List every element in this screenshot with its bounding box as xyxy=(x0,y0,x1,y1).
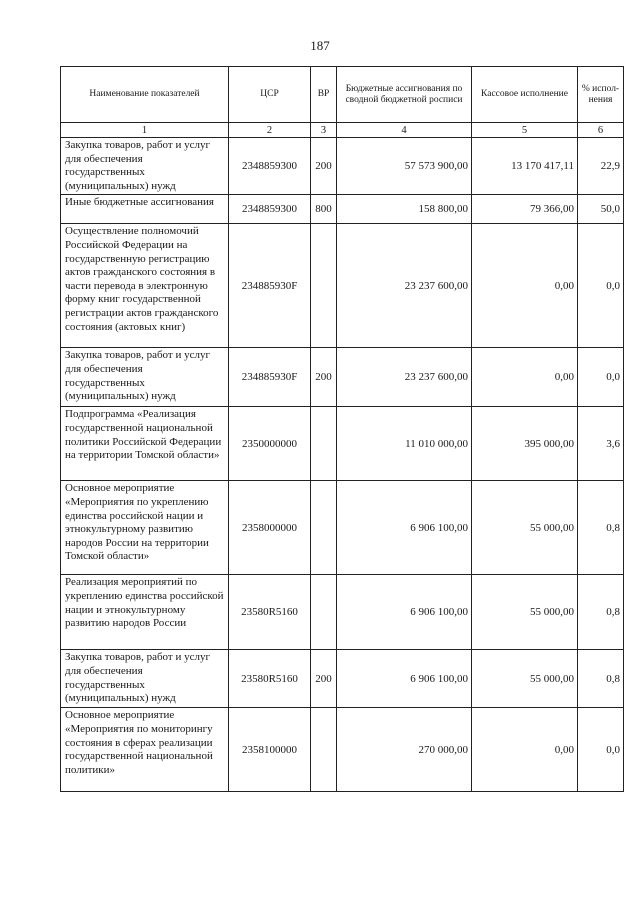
row-name: Закупка товаров, работ и услуг для обеспечения государственных (муниципальных) нужд xyxy=(61,650,229,708)
row-budget: 6 906 100,00 xyxy=(337,575,472,650)
header-name: Наименование показателей xyxy=(61,67,229,123)
row-name: Закупка товаров, работ и услуг для обеспечения государственных (муниципальных) нужд xyxy=(61,138,229,195)
table-header-row xyxy=(61,67,624,123)
table-row xyxy=(61,195,624,224)
row-vr xyxy=(311,407,337,481)
column-number: 4 xyxy=(337,123,472,138)
row-csr: 23580R5160 xyxy=(229,575,311,650)
table-row xyxy=(61,575,624,650)
column-number: 5 xyxy=(472,123,578,138)
row-cash: 395 000,00 xyxy=(472,407,578,481)
row-percent: 0,0 xyxy=(578,708,624,792)
table-row xyxy=(61,481,624,575)
row-budget: 11 010 000,00 xyxy=(337,407,472,481)
header-vr: ВР xyxy=(311,67,337,123)
row-vr xyxy=(311,224,337,348)
column-number: 2 xyxy=(229,123,311,138)
row-csr: 2348859300 xyxy=(229,138,311,195)
row-cash: 55 000,00 xyxy=(472,650,578,708)
row-percent: 3,6 xyxy=(578,407,624,481)
row-name: Основное мероприятие «Мероприятия по мониторингу состояния в сферах реализации государственной национальной политики» xyxy=(61,708,229,792)
row-budget: 158 800,00 xyxy=(337,195,472,224)
row-vr: 800 xyxy=(311,195,337,224)
row-budget: 23 237 600,00 xyxy=(337,224,472,348)
row-percent: 0,8 xyxy=(578,575,624,650)
page-number: 187 xyxy=(310,38,330,53)
row-cash: 13 170 417,11 xyxy=(472,138,578,195)
row-vr: 200 xyxy=(311,138,337,195)
row-csr: 234885930F xyxy=(229,348,311,407)
row-vr: 200 xyxy=(311,348,337,407)
row-percent: 0,8 xyxy=(578,650,624,708)
row-name: Реализация мероприятий по укреплению единства российской нации и этнокультурному развитию народов России xyxy=(61,575,229,650)
row-cash: 79 366,00 xyxy=(472,195,578,224)
row-percent: 22,9 xyxy=(578,138,624,195)
header-budget: Бюджетные ассигнования по сводной бюджетной росписи xyxy=(337,67,472,123)
column-number: 3 xyxy=(311,123,337,138)
row-percent: 0,0 xyxy=(578,348,624,407)
row-cash: 55 000,00 xyxy=(472,575,578,650)
column-number-row xyxy=(61,123,624,138)
row-budget: 6 906 100,00 xyxy=(337,650,472,708)
header-cash: Кассовое исполнение xyxy=(472,67,578,123)
table-row xyxy=(61,224,624,348)
table-row xyxy=(61,708,624,792)
row-budget: 6 906 100,00 xyxy=(337,481,472,575)
table-row xyxy=(61,138,624,195)
row-budget: 23 237 600,00 xyxy=(337,348,472,407)
column-number: 6 xyxy=(578,123,624,138)
budget-execution-table xyxy=(60,66,624,792)
row-vr xyxy=(311,708,337,792)
table-row xyxy=(61,348,624,407)
row-csr: 2358000000 xyxy=(229,481,311,575)
row-csr: 23580R5160 xyxy=(229,650,311,708)
header-csr: ЦСР xyxy=(229,67,311,123)
row-csr: 2358100000 xyxy=(229,708,311,792)
row-csr: 2348859300 xyxy=(229,195,311,224)
row-vr: 200 xyxy=(311,650,337,708)
row-csr: 234885930F xyxy=(229,224,311,348)
row-budget: 57 573 900,00 xyxy=(337,138,472,195)
row-percent: 50,0 xyxy=(578,195,624,224)
row-name: Закупка товаров, работ и услуг для обеспечения государственных (муниципальных) нужд xyxy=(61,348,229,407)
row-name: Иные бюджетные ассигнования xyxy=(61,195,229,224)
row-percent: 0,0 xyxy=(578,224,624,348)
header-percent: % испол-нения xyxy=(578,67,624,123)
row-budget: 270 000,00 xyxy=(337,708,472,792)
row-csr: 2350000000 xyxy=(229,407,311,481)
table-row xyxy=(61,650,624,708)
row-name: Осуществление полномочий Российской Федерации на государственную регистрацию актов гражданского состояния в части перевода в электронную форму книг государственной регистрации актов гражданского состояния (актовых книг) xyxy=(61,224,229,348)
row-cash: 55 000,00 xyxy=(472,481,578,575)
row-percent: 0,8 xyxy=(578,481,624,575)
row-cash: 0,00 xyxy=(472,348,578,407)
table-row xyxy=(61,407,624,481)
row-vr xyxy=(311,481,337,575)
row-name: Подпрограмма «Реализация государственной национальной политики Российской Федерации на территории Томской области» xyxy=(61,407,229,481)
row-vr xyxy=(311,575,337,650)
row-cash: 0,00 xyxy=(472,224,578,348)
column-number: 1 xyxy=(61,123,229,138)
row-name: Основное мероприятие «Мероприятия по укреплению единства российской нации и этнокультурному развитию народов России на территории Томской области» xyxy=(61,481,229,575)
row-cash: 0,00 xyxy=(472,708,578,792)
